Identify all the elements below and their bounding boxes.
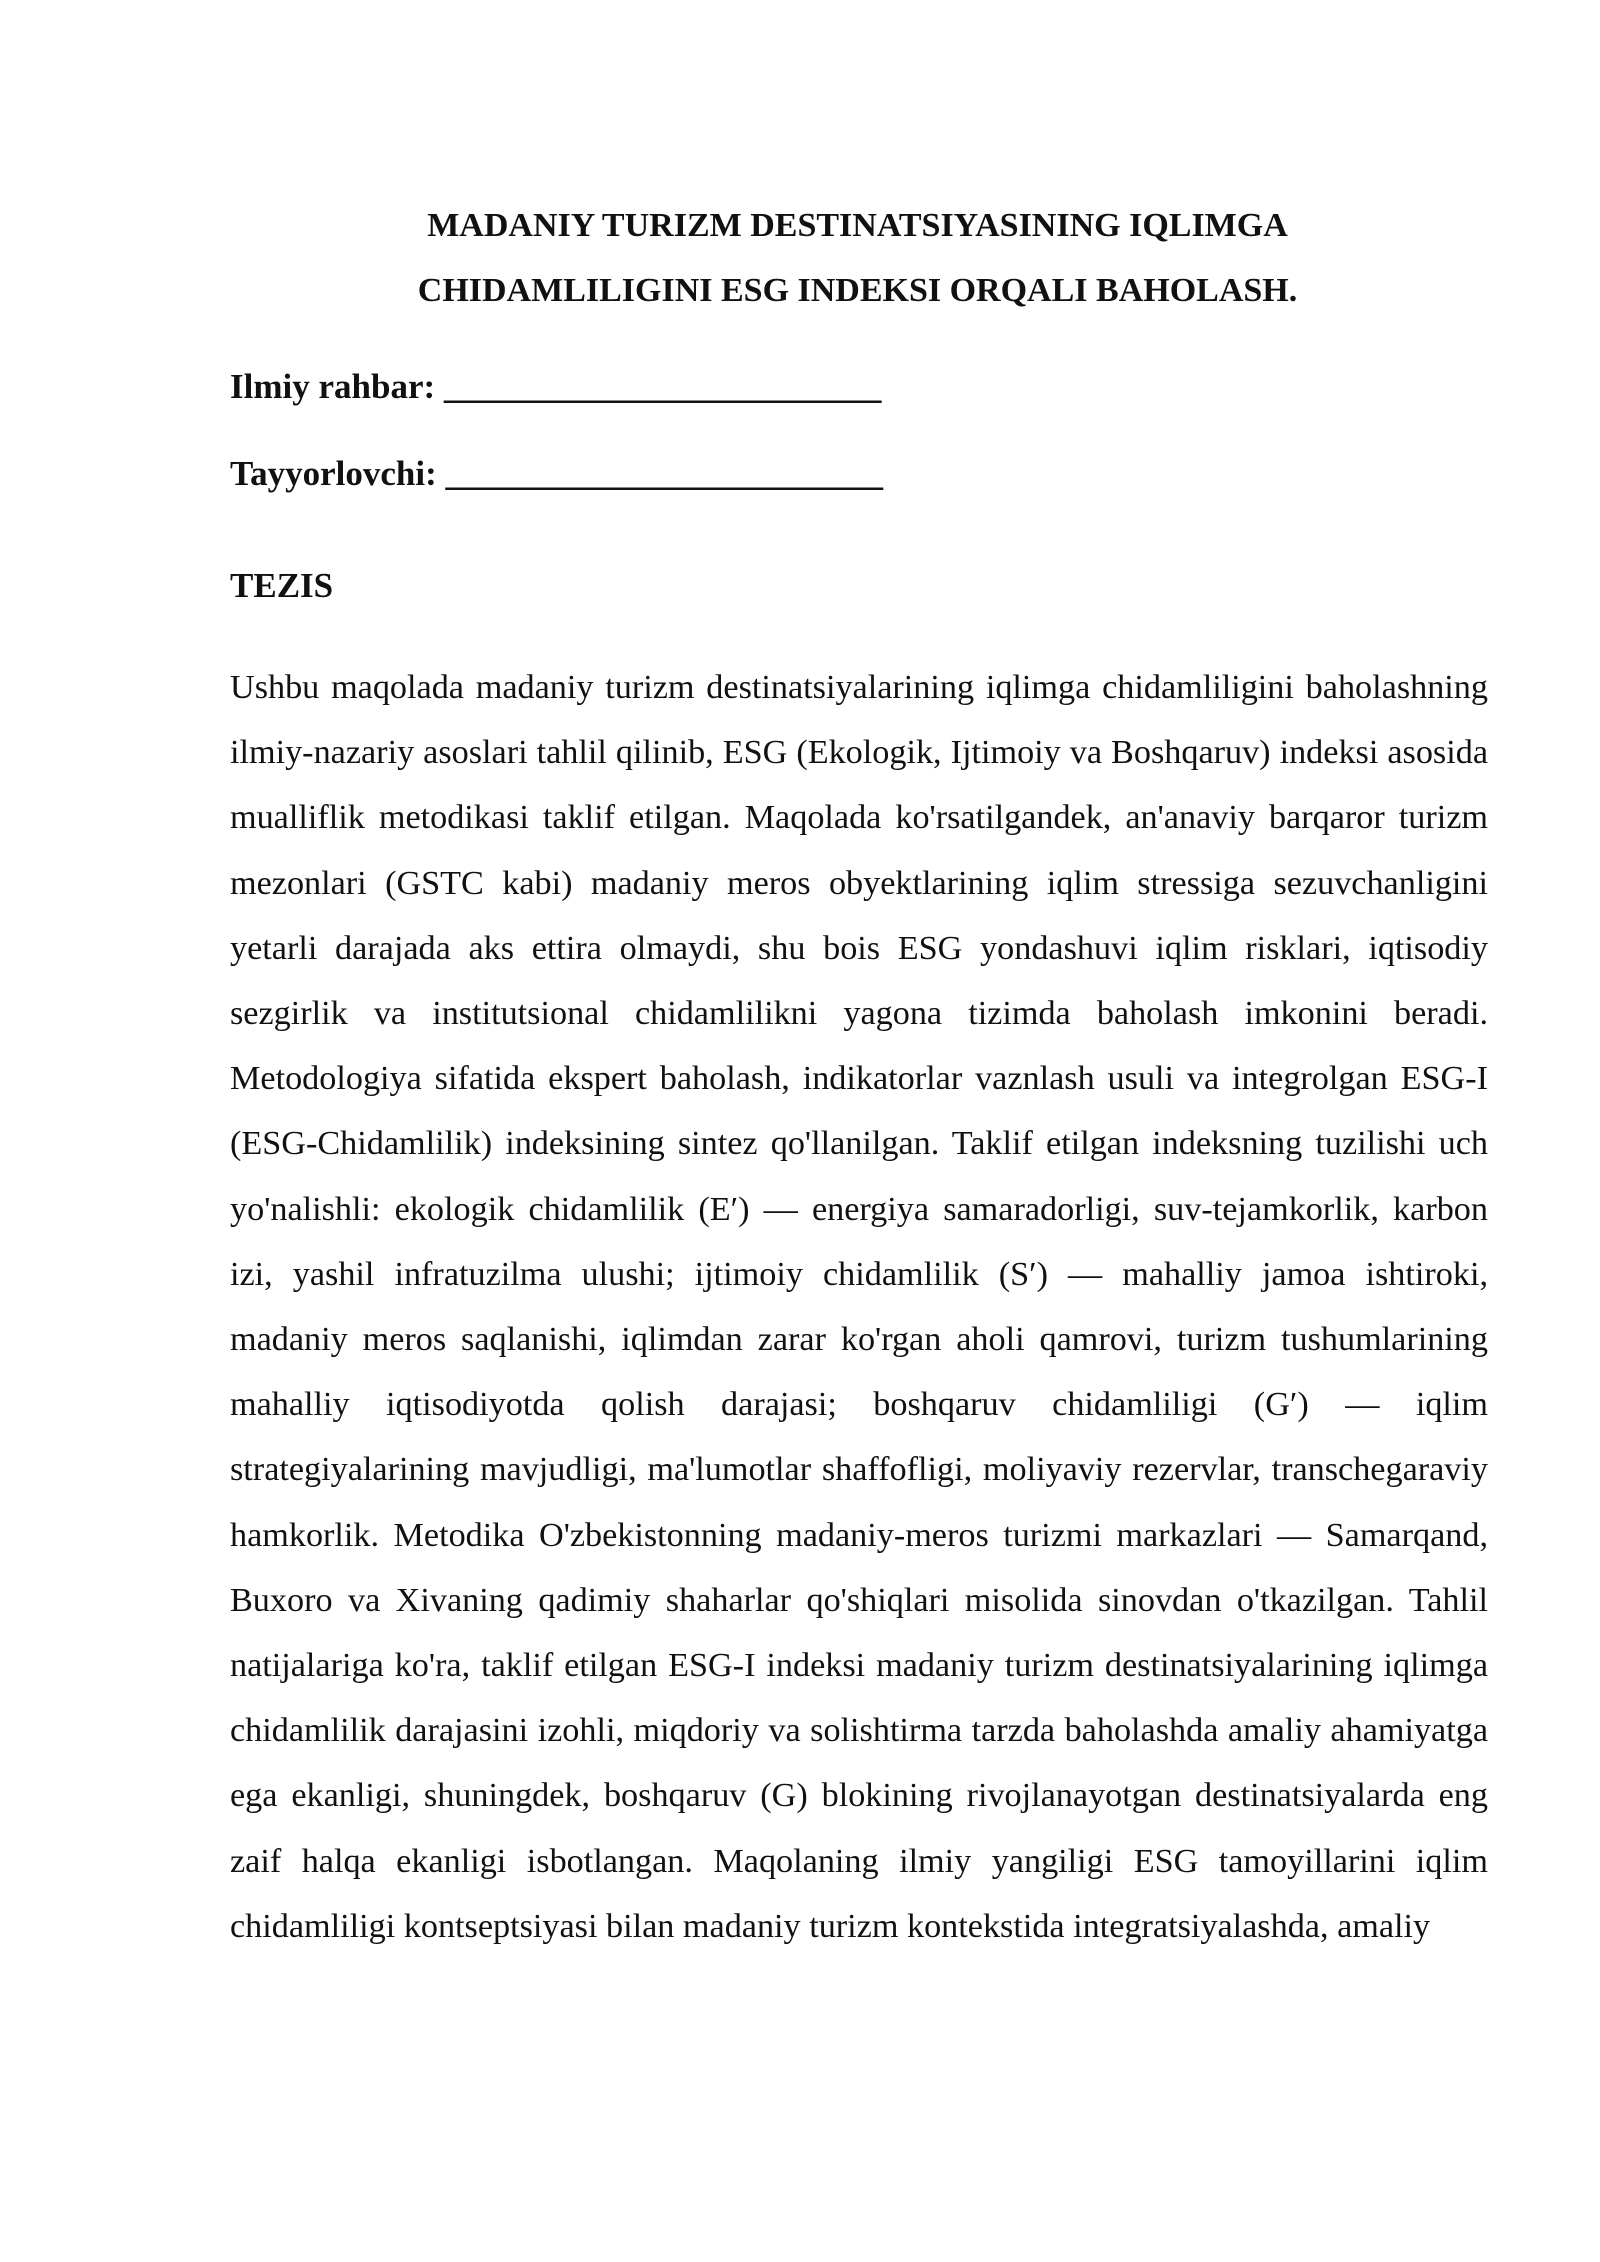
title-line-1: MADANIY TURIZM DESTINATSIYASINING IQLIMGA	[427, 207, 1288, 244]
author-blank-line: _________________________	[445, 454, 884, 493]
author-label: Tayyorlovchi:	[230, 454, 437, 493]
author-field	[230, 449, 883, 499]
supervisor-blank-line: _________________________	[443, 367, 882, 406]
document-title	[230, 193, 1485, 323]
section-heading-tezis: TEZIS	[230, 566, 334, 605]
supervisor-field	[230, 362, 881, 412]
supervisor-label: Ilmiy rahbar:	[230, 367, 436, 406]
title-line-2: CHIDAMLILIGINI ESG INDEKSI ORQALI BAHOLASH.	[417, 272, 1298, 309]
abstract-paragraph: Ushbu maqolada madaniy turizm destinatsiyalarining iqlimga chidamliligini baholashning ilmiy-nazariy asoslari tahlil qilinib, ESG (Ekologik, Ijtimoiy va Boshqaruv) indeksi asosida mualliflik metodikasi taklif etilgan. Maqolada ko'rsatilgandek, an'anaviy barqaror turizm mezonlari (GSTC kabi) madaniy meros obyektlarining iqlim stressiga sezuvchanligini yetarli darajada aks ettira olmaydi, shu bois ESG yondashuvi iqlim risklari, iqtisodiy sezgirlik va institutsional chidamlilikni yagona tizimda baholash imkonini beradi. Metodologiya sifatida ekspert baholash, indikatorlar vaznlash usuli va integrolgan ESG-I (ESG-Chidamlilik) indeksining sintez qo'llanilgan. Taklif etilgan indeksning tuzilishi uch yo'nalishli: ekologik chidamlilik (E′) — energiya samaradorligi, suv-tejamkorlik, karbon izi, yashil infratuzilma ulushi; ijtimoiy chidamlilik (S′) — mahalliy jamoa ishtiroki, madaniy meros saqlanishi, iqlimdan zarar ko'rgan aholi qamrovi, turizm tushumlarining mahalliy iqtisodiyotda qolish darajasi; boshqaruv chidamliligi (G′) — iqlim strategiyalarining mavjudligi, ma'lumotlar shaffofligi, moliyaviy rezervlar, transchegaraviy hamkorlik. Metodika O'zbekistonning madaniy-meros turizmi markazlari — Samarqand, Buxoro va Xivaning qadimiy shaharlar qo'shiqlari misolida sinovdan o'tkazilgan. Tahlil natijalariga ko'ra, taklif etilgan ESG-I indeksi madaniy turizm destinatsiyalarining iqlimga chidamlilik darajasini izohli, miqdoriy va solishtirma tarzda baholashda amaliy ahamiyatga ega ekanligi, shuningdek, boshqaruv (G) blokining rivojlanayotgan destinatsiyalarda eng zaif halqa ekanligi isbotlangan. Maqolaning ilmiy yangiligi ESG tamoyillarini iqlim chidamliligi kontseptsiyasi bilan madaniy turizm kontekstida integratsiyalashda, amaliy	[230, 669, 1488, 1945]
